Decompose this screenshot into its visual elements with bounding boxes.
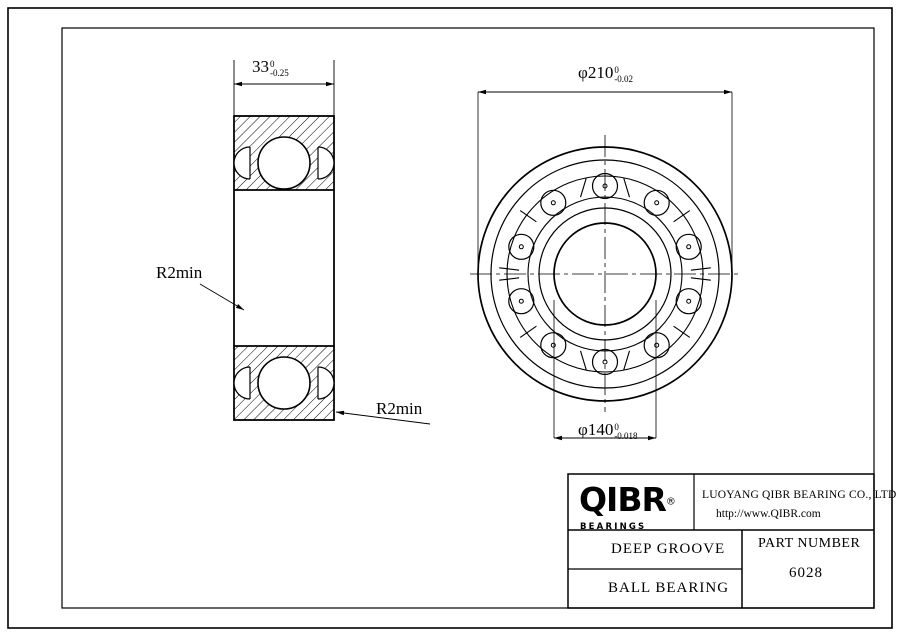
company-website: http://www.QIBR.com (716, 508, 821, 520)
brand-logo (575, 480, 693, 532)
brand-logo-text: QIBR (579, 480, 666, 519)
dimension-bore-diameter (578, 421, 638, 441)
front-view (470, 92, 740, 438)
dimension-bore-tolerance (614, 423, 637, 442)
callout-r2min-bottom: R2min (376, 399, 423, 418)
product-name-line-2: BALL BEARING (608, 580, 730, 596)
product-name-line-1: DEEP GROOVE (611, 541, 726, 557)
callout-r2min-top: R2min (156, 263, 203, 282)
dimension-od-tol-lower: -0.02 (614, 74, 634, 85)
dimension-width-value: 33 (252, 57, 269, 76)
dimension-width-tol-upper: 0 (270, 58, 275, 69)
dimension-od-tolerance (614, 66, 633, 85)
dimension-od-tol-upper: 0 (614, 64, 619, 75)
dimension-width (252, 58, 289, 78)
part-number-value: 6028 (789, 565, 823, 581)
brand-tagline: BEARINGS (580, 522, 647, 532)
company-name: LUOYANG QIBR BEARING CO., LTD (702, 489, 897, 501)
diameter-symbol-icon: φ (578, 420, 588, 439)
registered-trademark-icon: ® (665, 496, 676, 508)
dimension-width-tolerance (270, 60, 289, 79)
section-view (200, 60, 430, 424)
dimension-width-tol-lower: -0.25 (270, 68, 289, 79)
diameter-symbol-icon: φ (578, 63, 588, 82)
dimension-bore-value: 140 (587, 420, 614, 439)
dimension-bore-tol-lower: -0.018 (614, 431, 638, 442)
dimension-bore-tol-upper: 0 (614, 421, 619, 432)
sheet-border (8, 8, 892, 628)
dimension-outer-diameter (578, 64, 633, 84)
part-number-label: PART NUMBER (758, 536, 861, 551)
dimension-od-value: 210 (587, 63, 614, 82)
